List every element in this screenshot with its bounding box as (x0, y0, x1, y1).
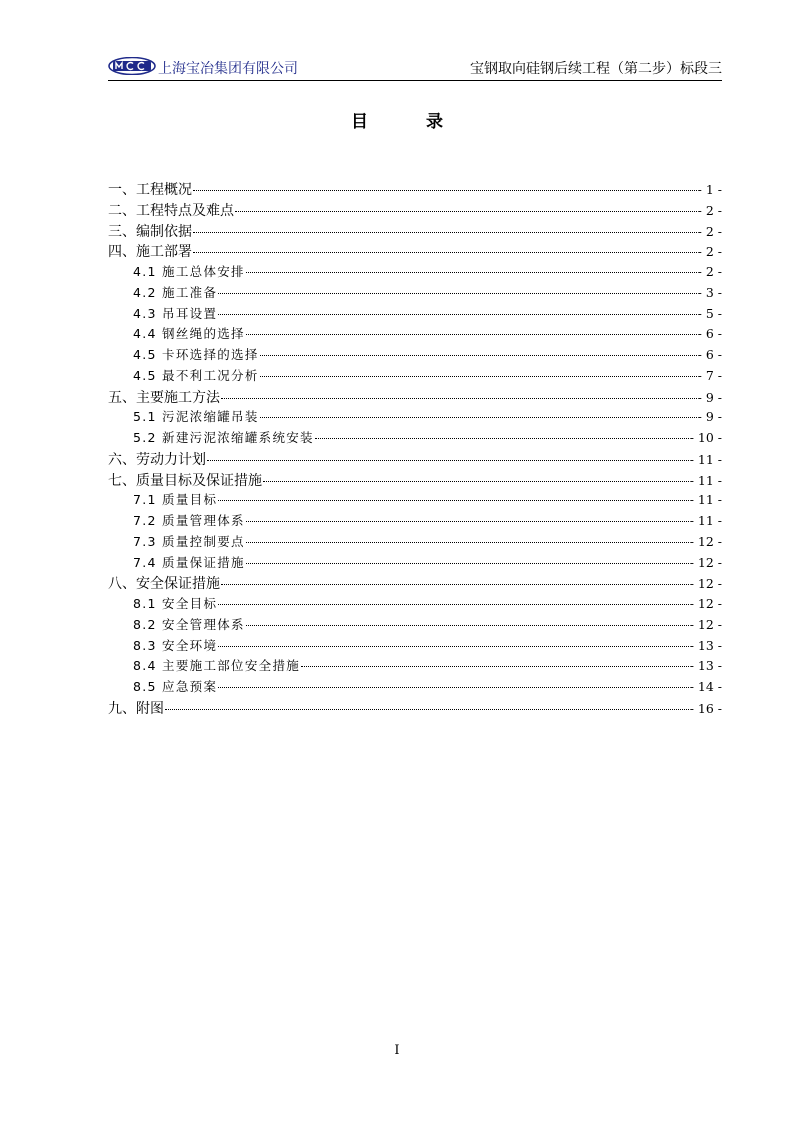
toc-entry-page: - 1 - (697, 182, 722, 197)
toc-entry-title: 4.4 钢丝绳的选择 (133, 326, 245, 342)
toc-entry-page: - 6 - (697, 326, 722, 342)
toc-entry-title: 二、工程特点及难点 (108, 202, 234, 219)
toc-entry-page: - 12 - (689, 576, 722, 592)
toc-entry[interactable] (108, 200, 722, 221)
toc-entry[interactable] (108, 698, 722, 719)
dot-leader (246, 334, 697, 335)
toc-entry-page: - 7 - (697, 367, 722, 383)
toc-entry-title: 8.4 主要施工部位安全措施 (133, 658, 301, 674)
toc-entry-page: - 2 - (697, 244, 722, 260)
dot-leader (193, 232, 697, 233)
toc-entry[interactable] (108, 449, 722, 470)
toc-entry[interactable] (108, 387, 722, 408)
toc-entry[interactable] (108, 428, 722, 449)
dot-leader (301, 666, 689, 667)
toc-entry-page: - 6 - (697, 347, 722, 362)
project-name: 宝钢取向硅钢后续工程（第二步）标段三 (470, 61, 722, 77)
toc-entry-title: 三、编制依据 (108, 223, 192, 240)
toc-entry-page: - 2 - (697, 202, 722, 218)
dot-leader (165, 709, 689, 710)
toc-entry-title: 7.4 质量保证措施 (133, 554, 245, 570)
toc-entry-title: 8.3 安全环境 (133, 637, 218, 653)
toc-entry-page: - 10 - (689, 430, 722, 445)
toc-entry-page: - 13 - (689, 637, 722, 653)
toc-entry-page: - 5 - (697, 305, 722, 321)
toc-entry-title: 4.3 吊耳设置 (133, 305, 218, 321)
dot-leader (218, 687, 688, 688)
toc-entry-title: 七、质量目标及保证措施 (108, 472, 262, 489)
dot-leader (218, 500, 688, 501)
toc-entry-page: - 2 - (697, 264, 722, 279)
dot-leader (218, 646, 688, 647)
toc-entry-page: - 12 - (689, 533, 722, 549)
toc-entry-title: 4.2 施工准备 (133, 284, 218, 300)
dot-leader (235, 211, 697, 212)
dot-leader (221, 398, 697, 399)
toc-entry-page: - 11 - (689, 492, 722, 508)
toc-entry-page: - 11 - (689, 513, 722, 528)
toc-entry-title: 5.2 新建污泥浓缩罐系统安装 (133, 430, 314, 445)
toc-entry[interactable] (108, 283, 722, 304)
dot-leader (218, 293, 696, 294)
toc-entry-title: 8.1 安全目标 (133, 596, 218, 611)
toc-entry-page: - 12 - (689, 596, 722, 611)
toc-entry-title: 7.3 质量控制要点 (133, 533, 245, 549)
toc-entry-page: - 3 - (697, 284, 722, 300)
dot-leader (260, 355, 697, 356)
toc-entry[interactable] (108, 553, 722, 574)
toc-entry-page: - 11 - (689, 472, 722, 488)
company-name: 上海宝冶集团有限公司 (158, 61, 298, 77)
toc-entry[interactable] (108, 221, 722, 242)
toc-entry-title: 一、工程概况 (108, 182, 192, 198)
toc-entry-title: 八、安全保证措施 (108, 576, 220, 593)
page-title: 目 录 (351, 112, 469, 132)
toc-entry[interactable] (108, 345, 722, 366)
dot-leader (246, 563, 689, 564)
toc-entry-title: 五、主要施工方法 (108, 389, 220, 406)
dot-leader (260, 376, 697, 377)
toc-entry-title: 4.1 施工总体安排 (133, 264, 245, 279)
toc-entry-title: 4.5 卡环选择的选择 (133, 347, 259, 362)
dot-leader (246, 272, 697, 273)
toc-entry-title: 8.2 安全管理体系 (133, 616, 245, 632)
toc-entry[interactable] (108, 470, 722, 491)
toc-entry[interactable] (108, 241, 722, 262)
dot-leader (218, 604, 688, 605)
toc-entry[interactable] (108, 594, 722, 615)
toc-entry[interactable] (108, 324, 722, 345)
toc-entry-page: - 12 - (689, 616, 722, 632)
dot-leader (218, 314, 696, 315)
toc-entry[interactable] (108, 636, 722, 657)
toc-entry-page: - 2 - (697, 223, 722, 239)
dot-leader (193, 252, 697, 253)
toc-entry[interactable] (108, 304, 722, 325)
toc-entry-page: - 9 - (697, 409, 722, 425)
toc-entry[interactable] (108, 407, 722, 428)
toc-entry[interactable] (108, 677, 722, 698)
toc-entry-title: 7.2 质量管理体系 (133, 513, 245, 528)
toc-entry[interactable] (108, 490, 722, 511)
toc-entry-title: 7.1 质量目标 (133, 492, 218, 508)
toc-entry[interactable] (108, 573, 722, 594)
toc-entry[interactable] (108, 366, 722, 387)
table-of-contents (108, 179, 722, 719)
toc-entry-title: 4.5 最不利工况分析 (133, 367, 259, 383)
toc-entry[interactable] (108, 511, 722, 532)
toc-entry-page: - 11 - (689, 451, 722, 467)
dot-leader (260, 417, 697, 418)
dot-leader (221, 584, 689, 585)
toc-entry-title: 8.5 应急预案 (133, 679, 218, 694)
toc-entry-page: - 13 - (689, 658, 722, 674)
dot-leader (315, 438, 689, 439)
dot-leader (246, 521, 689, 522)
page-header (108, 52, 722, 81)
toc-entry-title: 四、施工部署 (108, 244, 192, 261)
dot-leader (246, 625, 689, 626)
toc-entry[interactable] (108, 615, 722, 636)
toc-entry-title: 六、劳动力计划 (108, 451, 206, 468)
page-number: I (394, 1043, 400, 1058)
dot-leader (263, 481, 689, 482)
toc-entry[interactable] (108, 532, 722, 553)
dot-leader (193, 190, 697, 191)
dot-leader (207, 460, 689, 461)
toc-entry[interactable] (108, 262, 722, 283)
toc-entry[interactable] (108, 656, 722, 677)
toc-entry-title: 九、附图 (108, 700, 164, 717)
dot-leader (246, 542, 689, 543)
toc-entry[interactable] (108, 179, 722, 200)
toc-entry-title: 5.1 污泥浓缩罐吊装 (133, 409, 259, 425)
mcc-logo-icon (108, 57, 156, 75)
toc-entry-page: - 9 - (697, 389, 722, 405)
toc-entry-page: - 14 - (689, 679, 722, 694)
toc-entry-page: - 16 - (689, 700, 722, 716)
toc-entry-page: - 12 - (689, 554, 722, 570)
